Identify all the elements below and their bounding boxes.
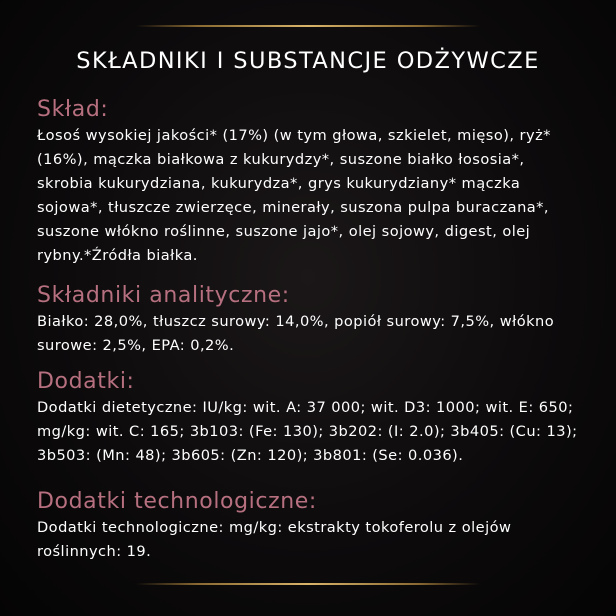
bottom-gold-divider bbox=[136, 583, 480, 585]
section-composition bbox=[37, 96, 585, 268]
section-analytical bbox=[37, 282, 585, 358]
section-heading-technological-additives: Dodatki technologiczne: bbox=[37, 489, 317, 514]
section-additives bbox=[37, 368, 585, 468]
section-technological-additives bbox=[37, 488, 585, 564]
section-heading-additives: Dodatki: bbox=[37, 369, 135, 394]
section-body-analytical: Białko: 28,0%, tłuszcz surowy: 14,0%, popiół surowy: 7,5%, włókno surowe: 2,5%, EPA: 0,2%. bbox=[37, 313, 555, 354]
section-body-technological-additives: Dodatki technologiczne: mg/kg: ekstrakty tokoferolu z olejów roślinnych: 19. bbox=[37, 519, 512, 560]
section-body-composition: Łosoś wysokiej jakości* (17%) (w tym głowa, szkielet, mięso), ryż* (16%), mączka białkowa z kukurydzy*, suszone białko łososia*, skrobia kukurydziana, kukurydza*, grys kukurydziany* mączka sojowa*, tłuszcze zwierzęce, minerały, suszona pulpa buraczana*, suszone włókno roślinne, suszone jajo*, olej sojowy, digest, olej rybny.*Źródła białka. bbox=[37, 127, 551, 264]
section-heading-composition: Skład: bbox=[37, 97, 109, 122]
section-body-additives: Dodatki dietetyczne: IU/kg: wit. A: 37 000; wit. D3: 1000; wit. E: 650; mg/kg: wit. C: 165; 3b103: (Fe: 130); 3b202: (I: 2.0); 3b405: (Cu: 13); 3b503: (Mn: 48); 3b605: (Zn: 120); 3b801: (Se: 0.036). bbox=[37, 399, 578, 464]
section-heading-analytical: Składniki analityczne: bbox=[37, 283, 290, 308]
top-gold-divider bbox=[136, 25, 480, 27]
page-title: SKŁADNIKI I SUBSTANCJE ODŻYWCZE bbox=[76, 48, 540, 74]
